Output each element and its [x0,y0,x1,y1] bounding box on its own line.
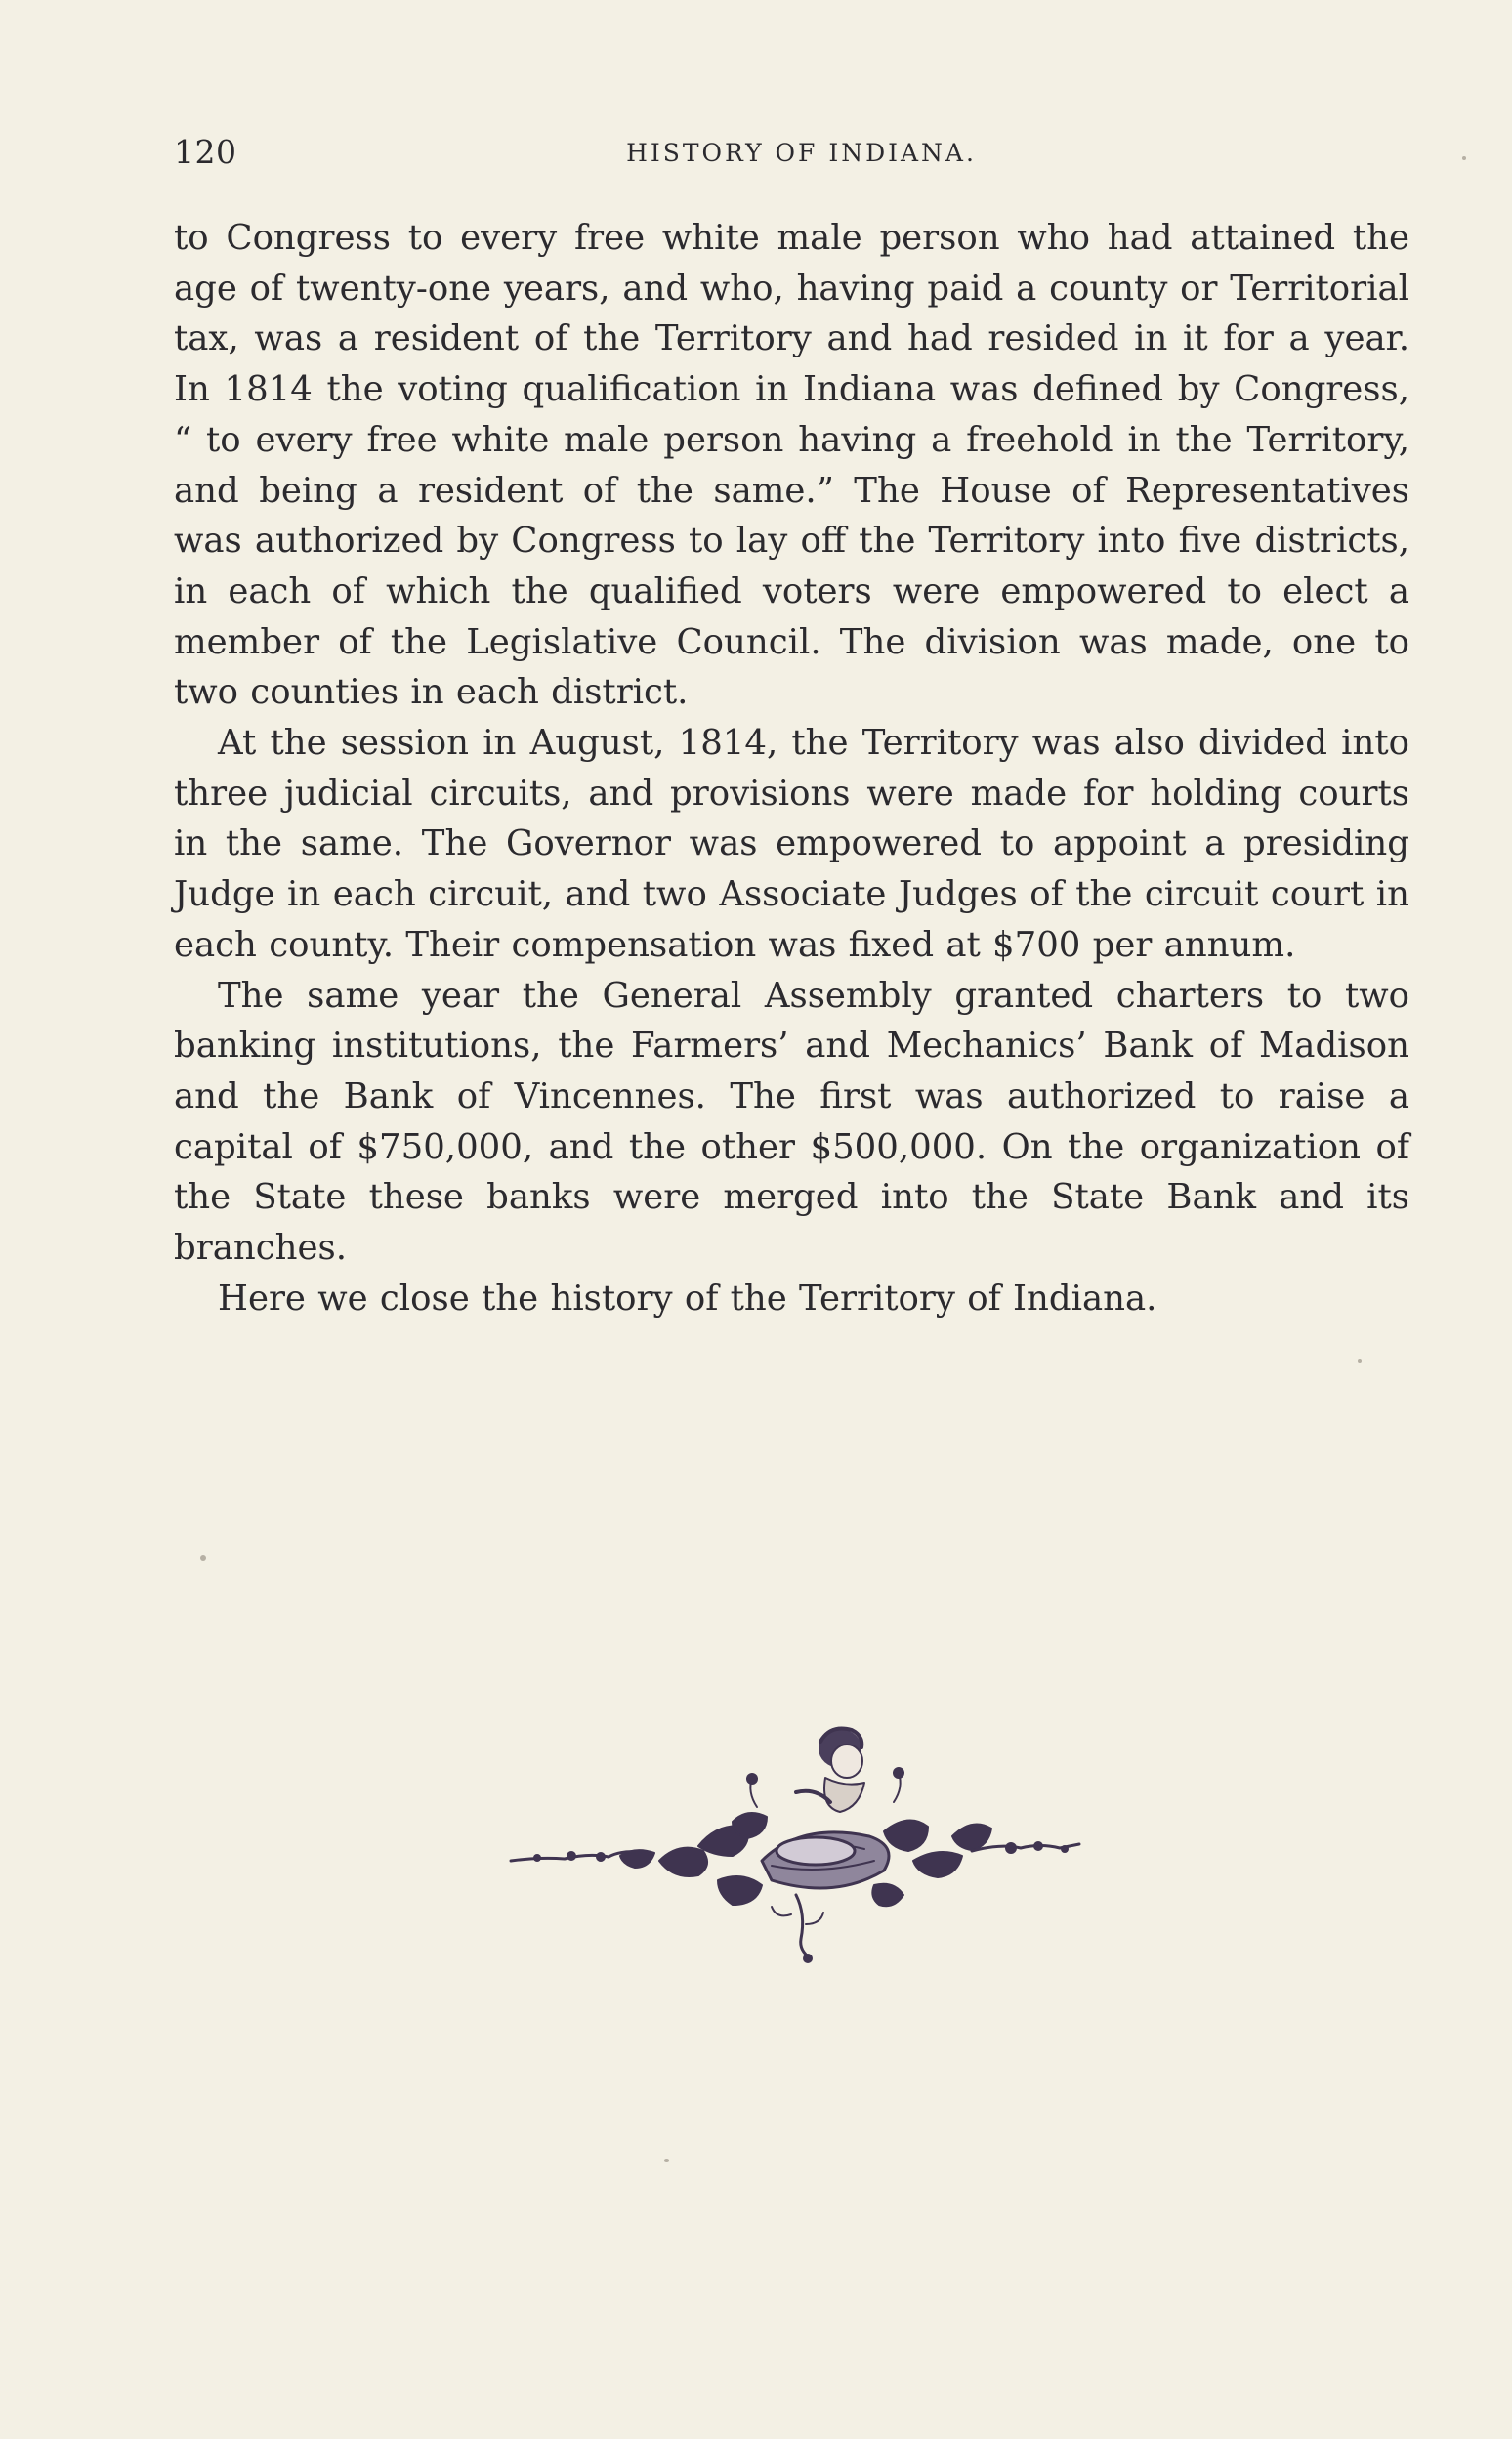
page-number: 120 [174,133,237,171]
paper-speck [664,2159,669,2162]
running-head [174,133,1409,172]
body-text [174,213,1409,1324]
running-title: HISTORY OF INDIANA. [626,139,977,167]
paragraph-banking-charters: The same year the General Assembly granted charters to two banking institutions, the Farmers’ and Mechanics’ Bank of Madison and the Bank of Vincennes. The first was authorized to raise a capital of $750,000, and the other $500,000. On the organization of the State these banks were merged into the State Bank and its branches. [174,975,1409,1269]
paragraph-continuation: to Congress to every free white male person who had attained the age of twenty-one years, and who, having paid a county or Territorial tax, was a resident of the Territory and had resided in it for a year. In 1814 the voting qualification in Indiana was defined by Congress, “ to every free white male person having a freehold in the Territory, and being a resident of the same.” The House of Representatives was authorized by Congress to lay off the Territory into five districts, in each of which the qualified voters were empowered to elect a member of the Legislative Council. The division was made, one to two counties in each district. [174,218,1409,713]
cherub-vignette-icon [503,1714,1089,1968]
paper-speck [1462,156,1466,160]
paragraph-judicial-circuits: At the session in August, 1814, the Territory was also divided into three judicial circuits, and provisions were made for holding courts in the same. The Governor was empowered to appoint a presiding Judge in each circuit, and two Associate Judges of the circuit court in each county. Their compensation was fixed at $700 per annum. [174,723,1409,965]
paragraph-closing: Here we close the history of the Territory of Indiana. [218,1278,1157,1319]
paper-speck [1358,1359,1362,1363]
paper-speck [200,1555,206,1561]
